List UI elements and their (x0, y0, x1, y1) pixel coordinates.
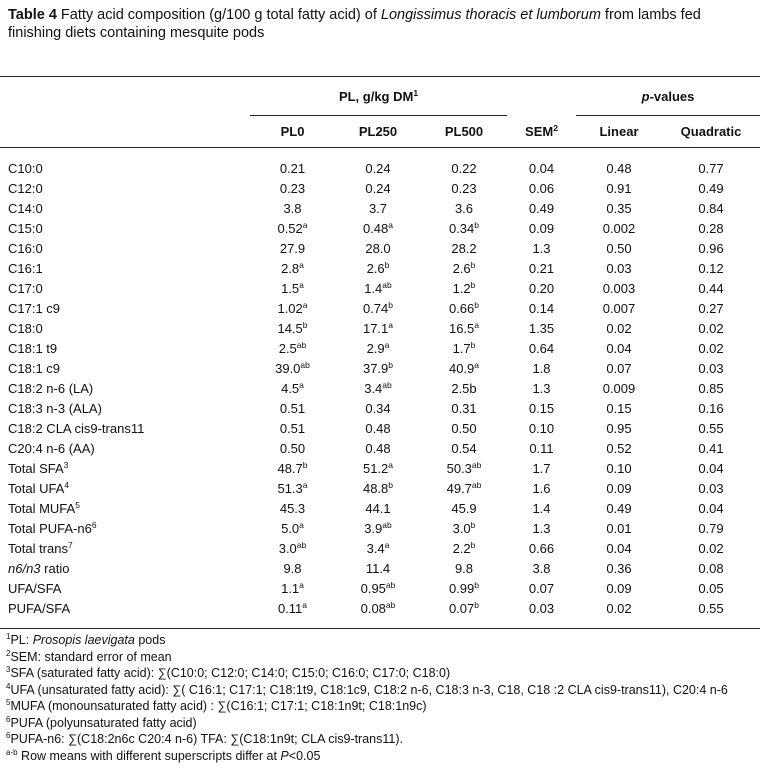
header-blank-2 (0, 116, 250, 148)
table-row (0, 438, 760, 458)
cell-pl-value: 27.9 (279, 240, 306, 256)
table-row (0, 148, 760, 179)
cell-pl-value: 51.3$^a$ (277, 479, 308, 496)
cell-quadratic: 0.77 (698, 160, 724, 176)
row-label: C20:4 n-6 (AA) (8, 440, 95, 456)
cell-linear: 0.02 (606, 600, 632, 616)
cell-pl-value: 16.5$^a$ (448, 319, 480, 336)
cell-pl-value: 4.5$^a$ (281, 379, 304, 396)
cell-sem: 1.8 (532, 360, 551, 376)
cell-linear: 0.52 (606, 440, 632, 456)
cell-pl-value: 2.6$^b$ (452, 259, 476, 276)
cell-pl-value: 45.3 (279, 500, 306, 516)
row-label: Total MUFA$^5$ (8, 499, 80, 516)
cell-pl-value: 0.50 (451, 420, 477, 436)
cell-pl-value: 0.74$^b$ (362, 299, 394, 316)
cell-linear: 0.10 (606, 460, 632, 476)
cell-quadratic: 0.05 (698, 580, 724, 596)
cell-pl-value: 0.48 (365, 440, 391, 456)
table-row (0, 558, 760, 578)
cell-linear: 0.50 (606, 240, 632, 256)
cell-pl-value: 0.99$^b$ (448, 579, 480, 596)
table-row (0, 318, 760, 338)
cell-pl-value: 0.22 (451, 160, 477, 176)
row-label: Total PUFA-$n6^6$ (8, 519, 97, 536)
table-row (0, 518, 760, 538)
cell-sem: 3.8 (532, 560, 551, 576)
header-pl250: PL250 (335, 116, 421, 148)
row-label: C18:1 t9 (8, 340, 58, 356)
table-row (0, 598, 760, 629)
cell-pl-value: 50.3$^{ab}$ (446, 459, 482, 476)
cell-pl-value: 0.08$^{ab}$ (360, 599, 396, 616)
cell-quadratic: 0.44 (698, 280, 724, 296)
cell-pl-value: 0.11$^a$ (277, 599, 308, 616)
cell-linear: 0.04 (606, 540, 632, 556)
cell-pl-value: 0.48$^a$ (362, 219, 394, 236)
cell-pl-value: 11.4 (365, 560, 391, 576)
cell-pl-value: 0.23 (279, 180, 306, 196)
row-label: C17:1 c9 (8, 300, 61, 316)
cell-pl-value: 0.31 (451, 400, 477, 416)
cell-pl-value: 0.51 (279, 420, 306, 436)
header-pl0: PL0 (250, 116, 335, 148)
cell-sem: 1.3 (532, 240, 551, 256)
cell-quadratic: 0.03 (698, 480, 724, 496)
cell-pl-value: 48.7$^b$ (277, 459, 308, 476)
cell-pl-value: 2.5$^{ab}$ (278, 339, 307, 356)
cell-quadratic: 0.79 (698, 520, 724, 536)
cell-linear: 0.09 (606, 580, 632, 596)
cell-sem: 0.06 (528, 180, 555, 196)
cell-pl-value: 2.9$^a$ (366, 339, 390, 356)
cell-sem: 0.10 (528, 420, 555, 436)
cell-pl-value: 1.5$^a$ (281, 279, 304, 296)
cell-quadratic: 0.02 (698, 320, 724, 336)
table-label: Table 4 (8, 7, 57, 23)
cell-linear: 0.95 (606, 420, 632, 436)
cell-pl-value: 3.4$^a$ (366, 539, 390, 556)
cell-linear: 0.03 (606, 260, 632, 276)
cell-pl-value: 0.51 (279, 400, 306, 416)
table-row (0, 258, 760, 278)
cell-pl-value: 0.34$^b$ (448, 219, 480, 236)
cell-linear: 0.002 (602, 220, 636, 236)
cell-sem: 0.66 (528, 540, 555, 556)
cell-linear: 0.01 (606, 520, 632, 536)
cell-pl-value: 2.2$^b$ (452, 539, 476, 556)
table-row (0, 358, 760, 378)
footnotes (6, 632, 756, 764)
cell-pl-value: 9.8 (283, 560, 302, 576)
cell-pl-value: 0.24 (365, 180, 391, 196)
cell-pl-value: 0.95$^{ab}$ (360, 579, 396, 596)
cell-quadratic: 0.55 (698, 600, 724, 616)
footnote: $^{a-b}$ Row means with different superscripts differ at P<0.05 (6, 747, 321, 763)
cell-linear: 0.007 (602, 300, 636, 316)
cell-pl-value: 3.0$^b$ (452, 519, 476, 536)
table-row (0, 578, 760, 598)
cell-pl-value: 0.48 (365, 420, 391, 436)
cell-linear: 0.49 (606, 500, 632, 516)
table-caption (8, 6, 753, 42)
cell-pl-value: 48.8$^b$ (362, 479, 394, 496)
cell-linear: 0.07 (606, 360, 632, 376)
cell-pl-value: 0.24 (365, 160, 391, 176)
header-p-values: p-values (576, 77, 760, 116)
row-label: C18:0 (8, 320, 43, 336)
cell-quadratic: 0.55 (698, 420, 724, 436)
table-row (0, 478, 760, 498)
header-quadratic: Quadratic (662, 116, 760, 148)
cell-sem: 0.03 (528, 600, 555, 616)
footnote: $^6$PUFA (polyunsaturated fatty acid) (6, 714, 197, 730)
cell-pl-value: 39.0$^{ab}$ (275, 359, 310, 376)
cell-quadratic: 0.16 (698, 400, 724, 416)
cell-linear: 0.04 (606, 340, 632, 356)
header-pl500: PL500 (421, 116, 507, 148)
cell-quadratic: 0.85 (698, 380, 724, 396)
cell-pl-value: 3.9$^{ab}$ (364, 519, 392, 536)
cell-sem: 0.20 (528, 280, 555, 296)
cell-pl-value: 2.8$^a$ (281, 259, 304, 276)
cell-sem: 1.4 (532, 500, 551, 516)
cell-pl-value: 3.7 (368, 200, 388, 216)
cell-quadratic: 0.04 (698, 460, 724, 476)
cell-sem: 0.09 (528, 220, 555, 236)
cell-pl-value: 51.2$^a$ (362, 459, 394, 476)
header-pl-group: PL, g/kg $DM^1$ (250, 77, 507, 116)
footnote: $^1$PL: Prosopis laevigata pods (6, 632, 166, 647)
row-label: C17:0 (8, 280, 43, 296)
cell-quadratic: 0.96 (698, 240, 724, 256)
table-row (0, 398, 760, 418)
row-label: PUFA/SFA (8, 600, 71, 616)
cell-pl-value: 3.4$^{ab}$ (364, 379, 392, 396)
cell-pl-value: 1.2$^b$ (452, 279, 476, 296)
caption-species: Longissimus thoracis et lumborum (380, 7, 601, 23)
cell-quadratic: 0.02 (698, 340, 724, 356)
table-row (0, 538, 760, 558)
cell-sem: 0.64 (528, 340, 555, 356)
fatty-acid-table (0, 76, 760, 629)
row-label: C10:0 (8, 160, 43, 176)
row-label: C15:0 (8, 220, 43, 236)
row-label: UFA/SFA (8, 580, 62, 596)
row-label: C16:0 (8, 240, 43, 256)
cell-pl-value: 40.9$^a$ (448, 359, 480, 376)
cell-quadratic: 0.12 (698, 260, 724, 276)
cell-pl-value: 2.6$^b$ (366, 259, 390, 276)
cell-pl-value: 1.4$^{ab}$ (364, 279, 392, 296)
cell-pl-value: 0.23 (451, 180, 477, 196)
cell-pl-value: 3.0$^{ab}$ (278, 539, 307, 556)
cell-sem: 0.21 (528, 260, 555, 276)
cell-pl-value: 49.7$^{ab}$ (446, 479, 482, 496)
cell-pl-value: 14.5$^b$ (277, 319, 308, 336)
row-label: Total SFA$^3$ (8, 459, 69, 476)
row-label: C18:1 c9 (8, 360, 61, 376)
row-label: Total UFA$^4$ (8, 479, 70, 496)
table-row (0, 238, 760, 258)
cell-quadratic: 0.28 (698, 220, 724, 236)
header-blank (0, 77, 250, 116)
cell-pl-value: 0.52$^a$ (277, 219, 308, 236)
footnote: $^3$SFA (saturated fatty acid): ∑(C10:0; C12:0; C14:0; C15:0; C16:0; C17:0; C18:0) (6, 665, 451, 680)
row-label: C14:0 (8, 200, 43, 216)
cell-linear: 0.15 (606, 400, 632, 416)
footnote: $^6$PUFA-n6: ∑(C18:2n6c C20:4 n-6) TFA: ∑(C18:1n9t; CLA cis9-trans11). (6, 731, 403, 746)
table-row (0, 178, 760, 198)
cell-pl-value: 0.50 (279, 440, 306, 456)
cell-sem: 0.11 (529, 440, 554, 456)
cell-sem: 1.7 (532, 460, 551, 476)
table-row (0, 418, 760, 438)
cell-sem: 1.3 (532, 520, 551, 536)
cell-pl-value: 28.0 (365, 240, 391, 256)
cell-linear: 0.02 (606, 320, 632, 336)
cell-quadratic: 0.04 (698, 500, 724, 516)
row-label: C16:1 (8, 260, 43, 276)
cell-sem: 1.3 (532, 380, 551, 396)
table-row (0, 298, 760, 318)
cell-sem: 1.6 (532, 480, 551, 496)
cell-linear: 0.009 (602, 380, 636, 396)
cell-linear: 0.36 (606, 560, 632, 576)
cell-linear: 0.09 (606, 480, 632, 496)
cell-sem: 0.49 (528, 200, 555, 216)
table-row (0, 338, 760, 358)
cell-pl-value: 37.9$^b$ (362, 359, 394, 376)
cell-linear: 0.48 (606, 160, 632, 176)
cell-pl-value: 17.1$^a$ (362, 319, 394, 336)
header-linear: Linear (576, 116, 662, 148)
cell-quadratic: 0.84 (698, 200, 724, 216)
cell-pl-value: 0.34 (365, 400, 391, 416)
table-row (0, 278, 760, 298)
row-label: C18:2 CLA cis9-trans11 (8, 420, 145, 436)
cell-pl-value: 5.0$^a$ (281, 519, 304, 536)
table-row (0, 378, 760, 398)
cell-pl-value: 0.07$^b$ (448, 599, 480, 616)
table-row (0, 218, 760, 238)
cell-pl-value: 44.1 (365, 500, 391, 516)
cell-pl-value: 2.5b (451, 380, 477, 396)
row-label: C12:0 (8, 180, 43, 196)
cell-quadratic: 0.02 (698, 540, 724, 556)
cell-pl-value: 9.8 (454, 560, 474, 576)
cell-quadratic: 0.08 (698, 560, 724, 576)
caption-text: Fatty acid composition (g/100 g total fatty acid) of (56, 7, 381, 23)
cell-pl-value: 28.2 (451, 240, 477, 256)
cell-pl-value: 0.21 (279, 160, 306, 176)
row-label: C18:3 n-3 (ALA) (8, 400, 102, 416)
cell-quadratic: 0.41 (698, 440, 724, 456)
table-row (0, 498, 760, 518)
caption-text-end: from lambs fed finishing diets containing mesquite pods (8, 7, 701, 41)
cell-pl-value: 0.66$^b$ (448, 299, 480, 316)
cell-pl-value: 1.02$^a$ (277, 299, 308, 316)
table-body (0, 148, 760, 629)
cell-pl-value: 45.9 (451, 500, 477, 516)
cell-sem: 0.04 (528, 160, 555, 176)
cell-sem: 0.15 (528, 400, 555, 416)
row-label: n6/n3 ratio (8, 560, 70, 576)
row-label: Total trans$^7$ (8, 539, 73, 556)
cell-quadratic: 0.27 (698, 300, 724, 316)
cell-pl-value: 1.7$^b$ (452, 339, 476, 356)
cell-linear: 0.35 (606, 200, 632, 216)
cell-pl-value: 3.6 (454, 200, 474, 216)
footnote: $^5$MUFA (monounsaturated fatty acid) : ∑(C16:1; C17:1; C18:1n9t; C18:1n9c) (6, 698, 427, 713)
header-sem: SEM$^2$ (507, 77, 576, 148)
cell-sem: 0.14 (528, 300, 555, 316)
cell-pl-value: 1.1$^a$ (281, 579, 304, 596)
table-row (0, 198, 760, 218)
footnote: $^2$SEM: standard error of mean (6, 648, 172, 664)
row-label: C18:2 n-6 (LA) (8, 380, 94, 396)
cell-quadratic: 0.49 (698, 180, 724, 196)
cell-pl-value: 0.54 (451, 440, 477, 456)
cell-linear: 0.003 (602, 280, 636, 296)
table-row (0, 458, 760, 478)
cell-sem: 0.07 (528, 580, 555, 596)
cell-sem: 1.35 (528, 320, 555, 336)
cell-quadratic: 0.03 (698, 360, 724, 376)
footnote: $^4$UFA (unsaturated fatty acid): ∑( C16:1; C17:1; C18:1t9, C18:1c9, C18:2 n-6, C18:3 n-3, C18, C18 :2 CLA cis9-trans11), C20:4 n-6 (6, 681, 728, 697)
cell-pl-value: 3.8 (283, 200, 302, 216)
cell-linear: 0.91 (606, 180, 632, 196)
